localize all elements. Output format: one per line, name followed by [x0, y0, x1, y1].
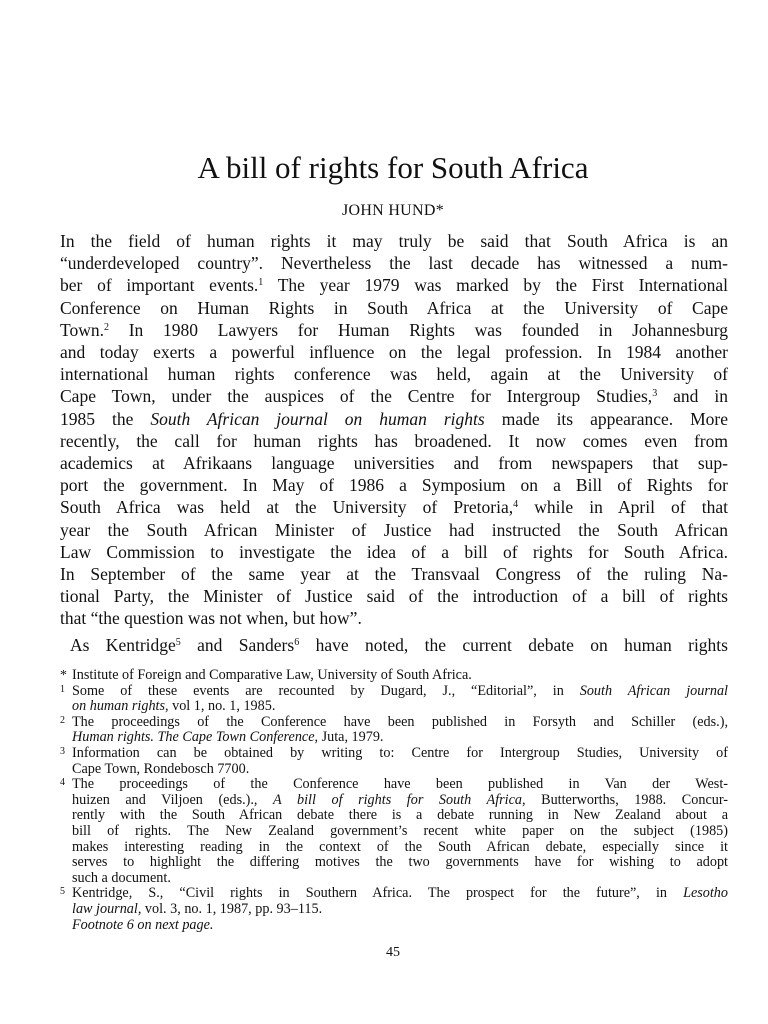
author-line [0, 201, 768, 221]
journal-title: South African journal [579, 682, 728, 699]
footnote-mark: 5 [60, 886, 65, 898]
text-line: that “the question was not when, but how”. [60, 608, 362, 629]
text-line: Conference on Human Rights in South Africa at the University of Cape [60, 297, 728, 318]
paragraph-1 [60, 230, 728, 630]
text-fragment: and in [657, 386, 728, 407]
footnote-line [72, 793, 728, 809]
next-page-note-text: Footnote 6 on next page. [72, 916, 214, 933]
footnote-5 [60, 886, 728, 933]
article-title: A bill of rights for South Africa [197, 150, 589, 185]
footnote-line [72, 699, 728, 715]
footnote-line: bill of rights. The New Zealand government’s recent white paper on the subject (1985) [72, 822, 728, 839]
footnote-ref-1: 1 [258, 277, 264, 289]
author-name: JOHN HUND [341, 202, 436, 219]
text-line: port the government. In May of 1986 a Symposium on a Bill of Rights for [60, 475, 728, 496]
text-line [60, 319, 728, 341]
footnote-ref-4: 4 [513, 499, 519, 511]
footnote-line: such a document. [72, 869, 171, 886]
journal-title: South African journal on human rights [150, 408, 485, 429]
journal-title: law journal [72, 900, 138, 917]
text-line [60, 274, 728, 296]
journal-title: Lesotho [683, 885, 728, 902]
footnote-line: rently with the South African debate there is a debate running in New Zealand about a [72, 807, 728, 824]
footnote-mark: 2 [60, 714, 65, 726]
text-line: In September of the same year at the Transvaal Congress of the ruling Na- [60, 564, 728, 585]
footnote-line: The proceedings of the Conference have been published in Van der West- [72, 776, 728, 793]
footnote-ref-3: 3 [652, 388, 658, 400]
next-page-note [72, 918, 728, 934]
footnote-4 [60, 777, 728, 886]
footnote-line: makes interesting reading in the context of the South African debate, especially since it [72, 838, 728, 855]
footnote-text: Institute of Foreign and Comparative Law, University of South Africa. [72, 667, 472, 683]
text-fragment: Town. [60, 319, 104, 340]
text-fragment: ber of important events. [60, 275, 259, 296]
footnote-ref-6: 6 [294, 636, 300, 648]
author-footnote-mark: * [435, 202, 445, 219]
journal-title: on human rights [72, 698, 166, 715]
text-line: year the South African Minister of Justice had instructed the South African [60, 519, 728, 540]
text-fragment: made its appearance. More [484, 408, 728, 429]
text-fragment: while in April of that [518, 497, 728, 518]
text-fragment: , vol. 3, no. 1, 1987, pp. 93–115. [137, 900, 323, 917]
text-fragment: , Butterworths, 1988. Concur- [522, 791, 729, 808]
text-fragment: have noted, the current debate on human rights [299, 634, 728, 655]
article-body [60, 230, 728, 656]
book-title: A bill of rights for South Africa [273, 791, 522, 808]
footnote-mark: 3 [60, 745, 65, 757]
text-fragment: , Juta, 1979. [314, 729, 384, 746]
text-fragment: 1985 the [60, 408, 151, 429]
text-line: and today exerts a powerful influence on the legal profession. In 1984 another [60, 342, 728, 363]
text-line [60, 496, 728, 518]
text-fragment: Cape Town, under the auspices of the Centre for Intergroup Studies, [60, 386, 653, 407]
footnote-star [60, 668, 728, 684]
footnote-3 [60, 746, 728, 777]
page-number: 45 [386, 945, 400, 960]
text-line [60, 408, 728, 430]
book-title: Human rights. The Cape Town Conference [72, 729, 315, 746]
footnote-line [72, 730, 728, 746]
text-line: “underdeveloped country”. Nevertheless the last decade has witnessed a num- [60, 253, 728, 274]
text-fragment: South Africa was held at the University of Pretoria, [60, 497, 514, 518]
footnote-line: Information can be obtained by writing to: Centre for Intergroup Studies, University of [72, 744, 728, 761]
paragraph-2 [60, 634, 728, 656]
text-line: international human rights conference was held, again at the University of [60, 364, 728, 385]
footnote-line: Cape Town, Rondebosch 7700. [72, 760, 250, 777]
text-line: recently, the call for human rights has broadened. It now comes even from [60, 430, 728, 451]
text-line: In the field of human rights it may truly be said that South Africa is an [60, 231, 728, 251]
footnote-line [72, 684, 728, 700]
footnote-line [72, 902, 728, 918]
text-line [60, 385, 728, 407]
text-line: tional Party, the Minister of Justice said of the introduction of a bill of rights [60, 586, 728, 607]
text-fragment: huizen and Viljoen (eds.)., [72, 791, 274, 808]
footnote-mark: 1 [60, 683, 65, 695]
footnote-2 [60, 715, 728, 746]
footnote-line [72, 886, 728, 902]
footnote-mark: * [60, 668, 67, 683]
footnote-ref-2: 2 [103, 321, 109, 333]
footnote-line: The proceedings of the Conference have been published in Forsyth and Schiller (eds.), [72, 713, 728, 730]
text-fragment: Kentridge, S., “Civil rights in Southern Africa. The prospect for the future”, in [72, 885, 684, 902]
text-fragment: and Sanders [180, 634, 295, 655]
text-fragment: Some of these events are recounted by Dugard, J., “Editorial”, in [72, 682, 580, 699]
text-fragment: As Kentridge [70, 634, 176, 655]
text-fragment: , vol 1, no. 1, 1985. [165, 698, 276, 715]
footnote-1 [60, 684, 728, 715]
footnote-ref-5: 5 [175, 636, 181, 648]
footnote-mark: 4 [60, 777, 65, 789]
footnote-line: serves to highlight the differing motives the two governments have for wishing to adopt [72, 854, 728, 871]
text-line: academics at Afrikaans language universities and from newspapers that sup- [60, 453, 728, 474]
text-line [60, 634, 728, 656]
text-line: Law Commission to investigate the idea of a bill of rights for South Africa. [60, 541, 728, 562]
text-fragment: The year 1979 was marked by the First International [263, 275, 728, 296]
footnotes [60, 668, 728, 933]
text-fragment: In 1980 Lawyers for Human Rights was founded in Johannesburg [108, 319, 728, 340]
